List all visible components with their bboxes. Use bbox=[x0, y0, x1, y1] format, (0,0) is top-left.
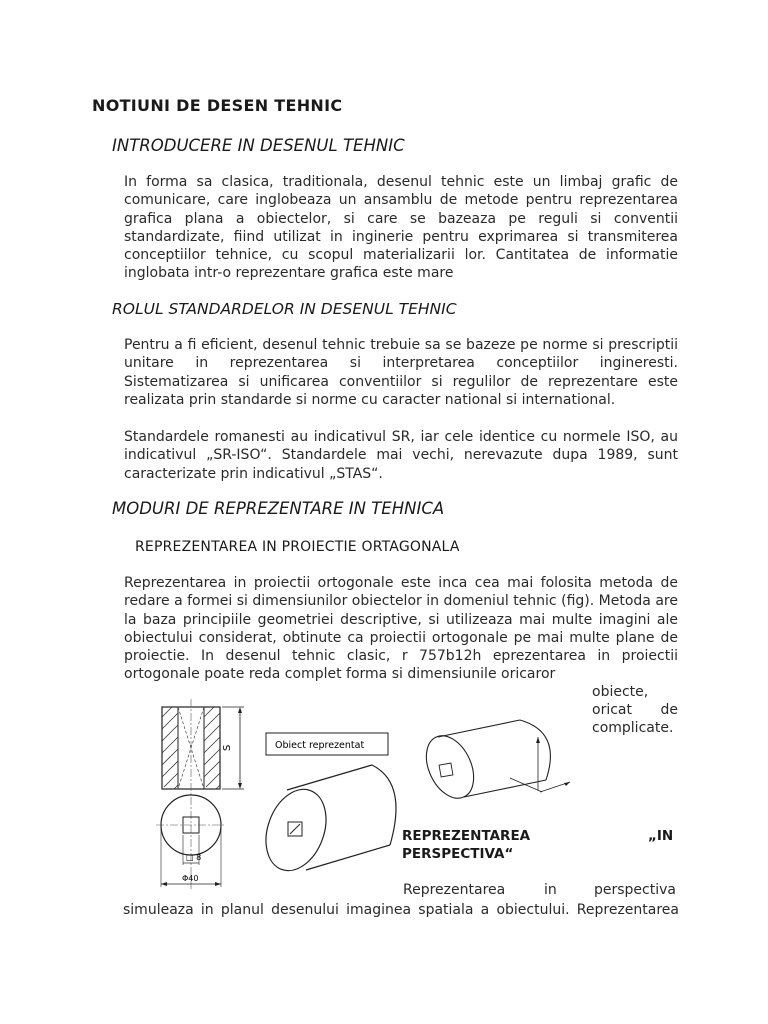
page-title: NOTIUNI DE DESEN TEHNIC bbox=[92, 96, 343, 115]
modes-heading: MODURI DE REPREZENTARE IN TEHNICA bbox=[112, 499, 445, 518]
orthogonal-projection-figure bbox=[150, 695, 420, 895]
object-label: Obiect reprezentat bbox=[275, 740, 365, 751]
perspective-cylinder-figure bbox=[420, 712, 585, 807]
standards-heading: ROLUL STANDARDELOR IN DESENUL TEHNIC bbox=[112, 300, 457, 318]
square-dimension-label: □ 8 bbox=[186, 853, 202, 862]
continued-line-3: complicate. bbox=[592, 720, 674, 736]
perspective-heading-line1-left: REPREZENTAREA bbox=[402, 828, 531, 844]
perspective-heading-line1-right: „IN bbox=[648, 828, 674, 844]
perspective-line1-left: Reprezentarea bbox=[403, 882, 506, 898]
height-dimension-label: S bbox=[222, 744, 233, 751]
diameter-dimension-label: Φ40 bbox=[182, 874, 199, 883]
orthogonal-subheading: REPREZENTAREA IN PROIECTIE ORTAGONALA bbox=[135, 539, 460, 555]
intro-paragraph: In forma sa clasica, traditionala, desenul tehnic este un limbaj grafic de comunicare, care inglobeaza un ansamblu de metode pentru reprezentarea grafica plana a obiectelor, si care se bazeaza pe reguli si conventii standardizate, fiind utilizat in inginerie pentru exprimarea si transmiterea conceptiilor tehnice, cu scopul materializarii lor. Cantitatea de informatie inglobata intr-o reprezentare grafica este mare bbox=[124, 174, 678, 282]
intro-heading: INTRODUCERE IN DESENUL TEHNIC bbox=[112, 136, 405, 155]
perspective-line1-mid: in bbox=[544, 882, 557, 898]
standards-paragraph-2: Standardele romanesti au indicativul SR, iar cele identice cu normele ISO, au indicativul „SR-ISO“. Standardele mai vechi, nerevazute dupa 1989, sunt caracterizate prin indicativul „STAS“. bbox=[124, 429, 678, 482]
standards-paragraph-1: Pentru a fi eficient, desenul tehnic trebuie sa se bazeze pe norme si prescriptii unitare in reprezentarea si interpretarea conceptiilor ingineresti. Sistematizarea si unificarea conventiilor si regulilor de reprezentare este realizata prin standarde si norme cu caracter national si international. bbox=[124, 337, 678, 408]
perspective-line1-right: perspectiva bbox=[594, 882, 676, 898]
perspective-heading-line2: PERSPECTIVA“ bbox=[402, 846, 514, 862]
orthogonal-paragraph: Reprezentarea in proiectii ortogonale este inca cea mai folosita metoda de redare a formei si dimensiunilor obiectelor in domeniul tehnic (fig). Metoda are la baza principiile geometriei descriptive, si utilizeaza mai multe imagini ale obiectului considerat, obtinute ca proiectii ortogonale pe mai multe plane de proiectie. In desenul tehnic clasic, r 757b12h eprezentarea in proiectii ortogonale poate reda complet forma si dimensiunile oricaror bbox=[124, 575, 678, 683]
continued-line-1: obiecte, bbox=[592, 684, 649, 700]
perspective-line2: simuleaza in planul desenului imaginea spatiala a obiectului. Reprezentarea bbox=[123, 902, 679, 918]
continued-line-2: oricat de bbox=[592, 702, 678, 718]
